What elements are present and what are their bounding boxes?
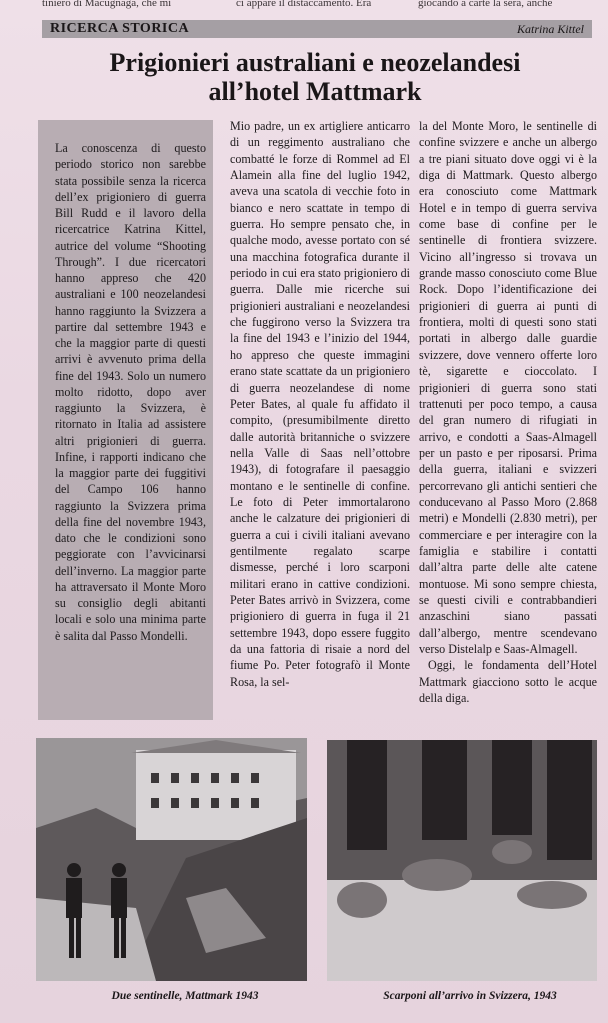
previous-fragment-left: tiniero di Macugnaga, che mi xyxy=(42,0,172,9)
article-title xyxy=(30,48,600,106)
photo-sentinels-caption: Due sentinelle, Mattmark 1943 xyxy=(111,990,259,1002)
section-header-bar xyxy=(42,20,592,38)
photo-boots-image xyxy=(327,740,597,981)
photo-sentinels-image xyxy=(36,738,307,981)
column-3-paragraph-2: Oggi, le fondamenta dell’Hotel Mattmark giacciono sotto le acque della diga. xyxy=(419,658,597,706)
article-column-3 xyxy=(419,118,597,706)
column-2-text: Mio padre, un ex artigliere anticarro di un reggimento australiano che combatté le forze di Rommel ad El Alamein alla fine del luglio 1942, aveva una scatola di vecchie foto in bianco e nero scattate in tempo di guerra. Ho sempre pensato che, in qualche modo, avesse portato con sé una macchina fotografica durante il periodo in cui era stato prigioniero di guerra. Dalle mie ricerche sui prigionieri australiani e neozelandesi che fuggirono verso la Svizzera tra la fine del 1943 e l’inizio del 1944, ho appreso che queste immagini erano state scattate da un prigioniero di guerra neozelandese di nome Peter Bates, al quale fu affidato il compito, (presumibilmente diretto dalle autorità britanniche o svizzere nella Valle di Saas nell’ottobre 1943), di fotografare il paesaggio montano e le sentinelle di confine. Le foto di Peter immortalarono anche le calzature dei prigionieri di guerra a cui i civili italiani avevano gentilmente regalato scarpe dismesse, perché i loro scarponi militari erano in cattive condizioni. Peter Bates arrivò in Svizzera, come prigioniero di guerra in fuga il 21 settembre 1943, dopo essere fuggito da una fattoria di risaie a nord del fiume Po. Peter fotografò il Monte Rosa, la sel- xyxy=(230,119,411,689)
title-line-1: Prigionieri australiani e neozelandesi xyxy=(109,48,521,77)
title-line-2: all’hotel Mattmark xyxy=(208,77,422,106)
photo-boots-caption: Scarponi all’arrivo in Svizzera, 1943 xyxy=(383,990,557,1002)
author-name: Katrina Kittel xyxy=(516,21,584,36)
photo-sentinels xyxy=(36,738,307,981)
previous-article-fragment xyxy=(0,0,608,9)
column-3-paragraph-1: la del Monte Moro, le sentinelle di confine svizzere e anche un albergo a tre piani situato dove oggi vi è la diga di Mattmark. Questo albergo era conosciuto come Mattmark Hotel e in tempo di guerra serviva come base di confine per le sentinelle di frontiera svizzere. Vicino all’ingresso si trovava un grande masso conosciuto come Blue Rock. Dopo l’identificazione dei prigionieri di guerra ai punti di frontiera, molti di questi sono stati portati in albergo dalle guardie svizzere, dove vennero offerte loro tè, sigarette e cioccolato. I prigionieri di guerra sono stati trattenuti per poco tempo, a causa del gran numero di rifugiati in arrivo, e condotti a Saas-Almagell per un pasto e per riposarsi. Prima della guerra, italiani e svizzeri percorrevano gli antichi sentieri che conducevano al Passo Moro (2.868 metri) e Mondelli (2.830 metri), per commerciare e per interagire con la famiglia e stabilire i contatti dall’altra parte delle alte catene montuose. Mi sono sempre chiesta, se questi civili e contrabbandieri anzaschini siano passati dall’albergo, mentre scendevano verso Distelalp e Saas-Almagell. xyxy=(419,119,597,656)
previous-fragment-right: giocando a carte la sera, anche xyxy=(418,0,553,9)
photo-boots xyxy=(327,740,597,981)
article-column-2 xyxy=(230,118,410,690)
sidebar-text: La conoscenza di questo periodo storico non sarebbe stata possibile senza la ricerca dell’ex prigioniero di guerra Bill Rudd e il lavoro della ricercatrice Katrina Kittel, autrice del volume “Shooting Through”. I due ricercatori hanno appreso che 420 australiani e 100 neozelandesi hanno raggiunto la Svizzera a partire dal settembre 1943 e che la maggior parte di questi arrivi è avvenuto prima della fine del 1943. Solo un numero molto ridotto, dopo aver raggiunto la Svizzera, è ritornato in Italia ad assistere altri prigionieri di guerra. Infine, i rapporti indicano che la maggior parte dei fuggitivi del Campo 106 hanno raggiunto la Svizzera prima della fine del novembre 1943, dato che le condizioni sono peggiorate con l’avvicinarsi dell’inverno. La maggior parte ha attraversato il Monte Moro su consiglio degli abitanti locali e solo una minima parte è salita dal Passo Mondelli. xyxy=(55,141,206,643)
sidebar-box xyxy=(38,120,213,720)
section-tag: RICERCA STORICA xyxy=(50,21,190,36)
previous-fragment-middle: ci appare il distaccamento. Era xyxy=(236,0,372,9)
